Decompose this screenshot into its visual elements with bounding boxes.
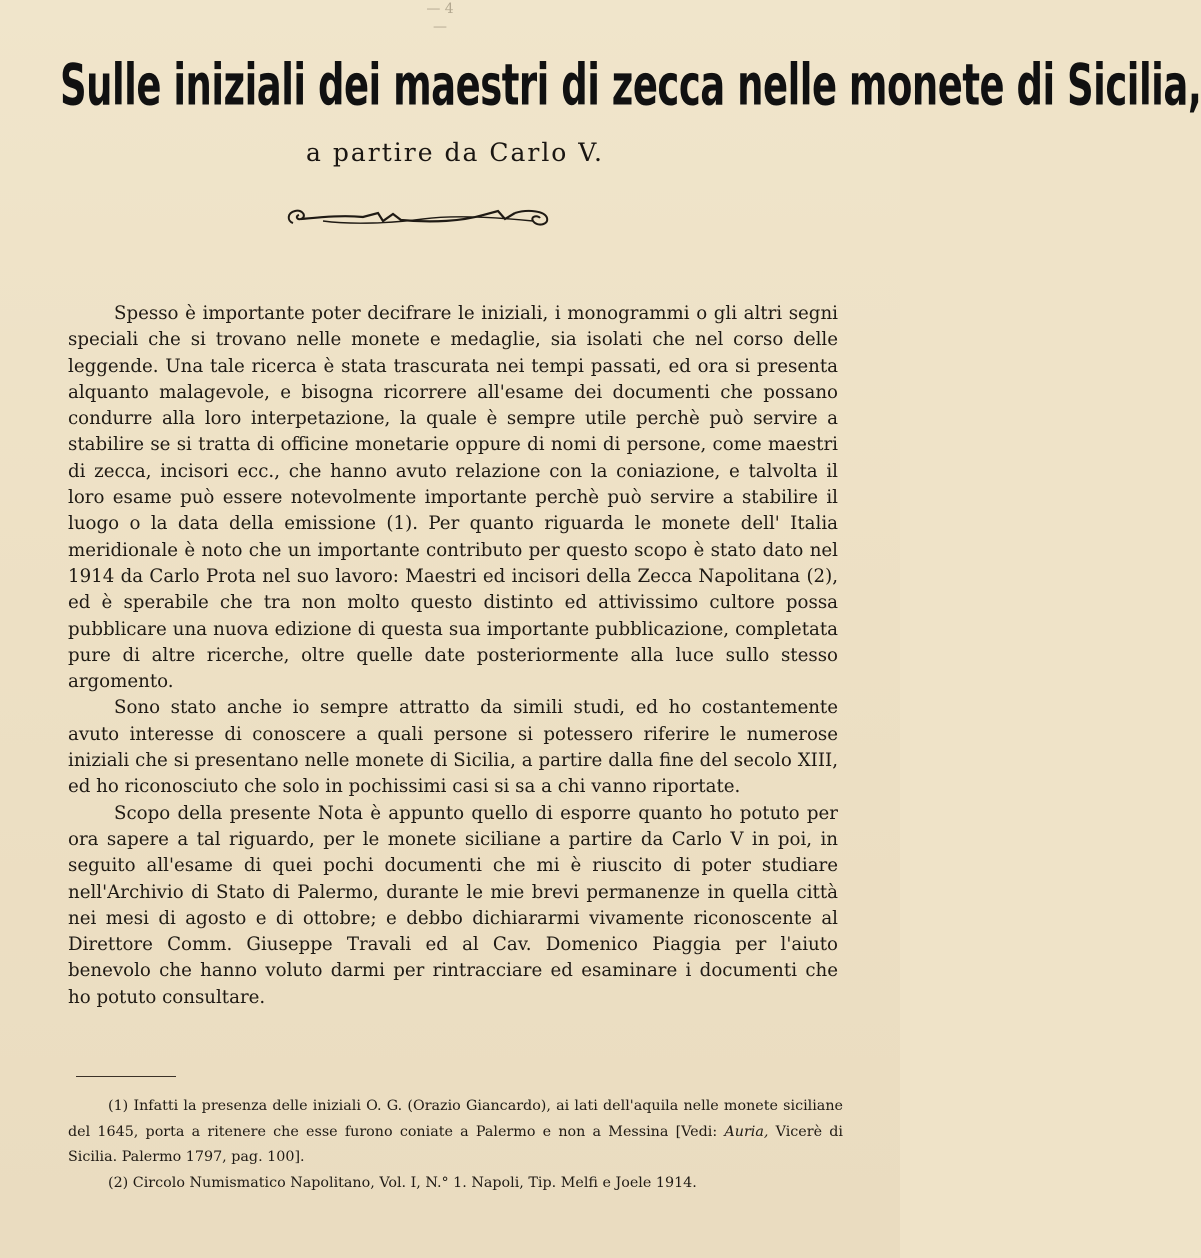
page-number: — 4 — <box>426 1 454 35</box>
footnote-1-text-end: Vicerè di Sicilia. Palermo 1797, pag. 100]. <box>68 1123 843 1165</box>
footnote-separator <box>76 1076 176 1077</box>
article-body <box>68 301 838 1011</box>
body-paragraph: Spesso è importante poter decifrare le iniziali, i monogrammi o gli altri segni speciali che si trovano nelle monete e medaglie, sia isolati che nel corso delle leggende. Una tale ricerca è stata trascurata nei tempi passati, ed ora si presenta alquanto malagevole, e bisogna ricorrere all'esame dei documenti che possano condurre alla loro interpetazione, la quale è sempre utile perchè può servire a stabilire se si tratta di officine monetarie oppure di nomi di persone, come maestri di zecca, incisori ecc., che hanno avuto relazione con la coniazione, e talvolta il loro esame può essere notevolmente importante perchè può servire a stabilire il luogo o la data della emissione (1). Per quanto riguarda le monete dell' Italia meridionale è noto che un importante contributo per questo scopo è stato dato nel 1914 da Carlo Prota nel suo lavoro: Maestri ed incisori della Zecca Napolitana (2), ed è sperabile che tra non molto questo distinto ed attivissimo cultore possa pubblicare una nuova edizione di questa sua importante pubblicazione, completata pure di altre ricerche, oltre quelle date posteriormente alla luce sullo stesso argomento. <box>68 303 838 693</box>
article-subtitle: a partire da Carlo V. <box>306 138 604 167</box>
ornament-divider-icon <box>283 203 558 231</box>
article-title: Sulle iniziali dei maestri di zecca nelle monete di Sicilia, <box>60 52 1201 119</box>
footnote-2: (2) Circolo Numismatico Napolitano, Vol. I, N.° 1. Napoli, Tip. Melfi e Joele 1914. <box>108 1174 697 1191</box>
footnote-1 <box>68 1094 843 1171</box>
footnotes <box>68 1094 843 1196</box>
footnote-1-text: (1) Infatti la presenza delle iniziali O. G. (Orazio Giancardo), ai lati dell'aquila nelle monete siciliane del 1645, porta a ritenere che esse furono coniate a Palermo e non a Messina [Vedi: <box>68 1098 843 1140</box>
body-paragraph: Scopo della presente Nota è appunto quello di esporre quanto ho potuto per ora sapere a tal riguardo, per le monete siciliane a partire da Carlo V in poi, in seguito all'esame di quei pochi documenti che mi è riuscito di poter studiare nell'Archivio di Stato di Palermo, durante le mie brevi permanenze in quella città nei mesi di agosto e di ottobre; e debbo dichiararmi vivamente riconoscente al Direttore Comm. Giuseppe Travali ed al Cav. Domenico Piaggia per l'aiuto benevolo che hanno voluto darmi per rintracciare ed esaminare i documenti che ho potuto consultare. <box>68 802 838 1008</box>
body-paragraph: Sono stato anche io sempre attratto da simili studi, ed ho costantemente avuto interesse di conoscere a quali persone si potessero riferire le numerose iniziali che si presentano nelle monete di Sicilia, a partire dalla fine del secolo XIII, ed ho riconosciuto che solo in pochissimi casi si sa a chi vanno riportate. <box>68 697 838 798</box>
footnote-1-italic: Auria, <box>724 1123 769 1140</box>
